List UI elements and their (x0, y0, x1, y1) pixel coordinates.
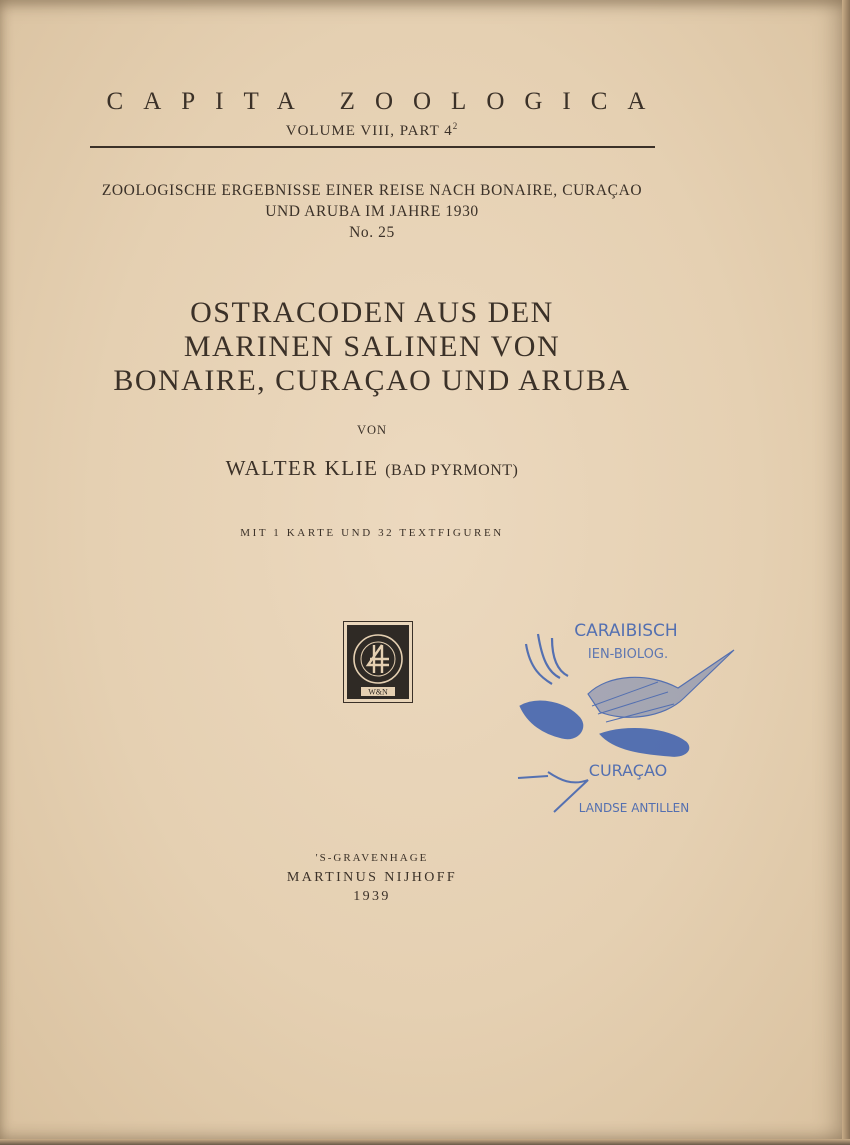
subtitle-line: UND ARUBA IM JAHRE 1930 (265, 203, 479, 220)
title-line: OSTRACODEN AUS DEN (190, 296, 554, 329)
page-edge-right (842, 0, 850, 1145)
stamp-bottom-text: LANDSE ANTILLEN (578, 801, 690, 815)
imprint-place: 'S-GRAVENHAGE (315, 852, 429, 864)
header-rule (90, 146, 655, 148)
author-line (0, 456, 744, 481)
subtitle-line: ZOOLOGISCHE ERGEBNISSE EINER REISE NACH BONAIRE, CURAÇAO (101, 182, 643, 199)
author-name: WALTER KLIE (225, 456, 379, 480)
by-label: VON (356, 423, 388, 437)
page-edge-bottom (0, 1139, 850, 1145)
stamp-top-text: IEN-BIOLOG. (587, 647, 669, 662)
title-line: BONAIRE, CURAÇAO UND ARUBA (113, 364, 631, 397)
figures-note: MIT 1 KARTE UND 32 TEXTFIGUREN (240, 527, 504, 539)
title-line: MARINEN SALINEN VON (183, 330, 561, 363)
main-title (0, 296, 744, 398)
publisher-device-text: W&N (368, 687, 388, 697)
volume-superscript: 2 (452, 121, 459, 131)
subtitle-number: No. 25 (349, 224, 395, 241)
institute-stamp-icon (508, 614, 738, 824)
stamp-top-text: CARAIBISCH (574, 621, 678, 641)
imprint-year: 1939 (353, 889, 391, 904)
author-location: (BAD PYRMONT) (385, 462, 519, 479)
publisher-device-icon (343, 621, 413, 703)
subtitle-block (0, 180, 744, 243)
stamp-bottom-text: CURAÇAO (588, 761, 668, 780)
volume-text: VOLUME VIII, PART 4 (285, 123, 453, 139)
series-title: CAPITA ZOOLOGICA (106, 88, 666, 115)
imprint-publisher: MARTINUS NIJHOFF (286, 870, 458, 885)
volume-line (0, 121, 744, 140)
